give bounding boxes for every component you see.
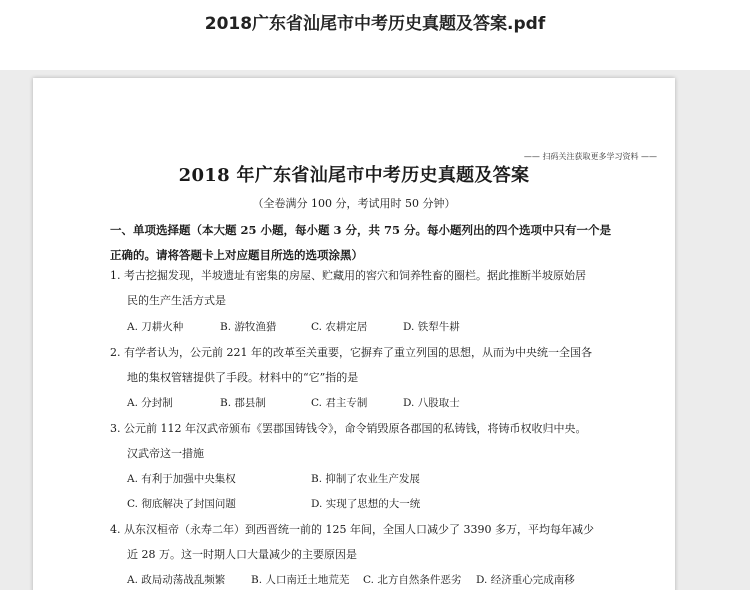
question-1-line-1: 1. 考古挖掘发现，半坡遗址有密集的房屋、贮藏用的窖穴和饲养牲畜的圈栏。据此推断半坡原始居 bbox=[110, 269, 586, 282]
viewer-header bbox=[0, 0, 750, 70]
question-2-line-1: 2. 有学者认为，公元前 221 年的改革至关重要，它摒弃了重立列国的思想，从而为中央统一全国各 bbox=[110, 346, 592, 359]
side-note: —— 扫码关注获取更多学习资料 —— bbox=[523, 152, 657, 161]
question-1-option-c: C. 农耕定居 bbox=[311, 321, 368, 333]
question-3-line-1: 3. 公元前 112 年汉武帝颁布《罢郡国铸钱令》，命令销毁原各郡国的私铸钱，将铸币权收归中央。 bbox=[110, 422, 587, 435]
question-3-option-b: B. 抑制了农业生产发展 bbox=[311, 473, 420, 485]
question-4-option-c: C. 北方自然条件恶劣 bbox=[363, 574, 462, 586]
question-2-option-c: C. 君主专制 bbox=[311, 397, 368, 409]
question-3-option-d: D. 实现了思想的大一统 bbox=[311, 498, 421, 510]
question-2-option-a: A. 分封制 bbox=[127, 397, 173, 409]
pdf-page bbox=[33, 78, 675, 590]
question-4-option-a: A. 政局动荡战乱频繁 bbox=[127, 574, 226, 586]
question-3-option-c: C. 彻底解决了封国问题 bbox=[127, 498, 236, 510]
question-2-option-b: B. 郡县制 bbox=[220, 397, 266, 409]
question-3-line-2: 汉武帝这一措施 bbox=[127, 447, 204, 460]
question-1-option-b: B. 游牧渔猎 bbox=[220, 321, 277, 333]
question-1-option-d: D. 铁犁牛耕 bbox=[403, 321, 460, 333]
question-4-option-d: D. 经济重心完成南移 bbox=[476, 574, 575, 586]
section-heading: 一、单项选择题（本大题 25 小题，每小题 3 分，共 75 分。每小题列出的四个选项中只有一个是正确的。请将答题卡上对应题目所选的选项涂黑） bbox=[110, 223, 612, 262]
document-title: 2018 年广东省汕尾市中考历史真题及答案 bbox=[178, 165, 530, 186]
question-3-option-a: A. 有利于加强中央集权 bbox=[127, 473, 236, 485]
question-4-line-2: 近 28 万。这一时期人口大量减少的主要原因是 bbox=[127, 548, 357, 561]
document-subtitle: （全卷满分 100 分，考试用时 50 分钟） bbox=[252, 197, 456, 210]
question-4-line-1: 4. 从东汉桓帝（永寿二年）到西晋统一前的 125 年间，全国人口减少了 3390 多万，平均每年减少 bbox=[110, 523, 594, 536]
question-2-line-2: 地的集权管辖提供了手段。材料中的“它”指的是 bbox=[127, 371, 359, 384]
question-1-option-a: A. 刀耕火种 bbox=[127, 321, 184, 333]
question-2-option-d: D. 八股取士 bbox=[403, 397, 460, 409]
question-1-line-2: 民的生产生活方式是 bbox=[127, 294, 226, 307]
question-4-option-b: B. 人口南迁土地荒芜 bbox=[251, 574, 350, 586]
file-title: 2018广东省汕尾市中考历史真题及答案.pdf bbox=[204, 14, 546, 34]
